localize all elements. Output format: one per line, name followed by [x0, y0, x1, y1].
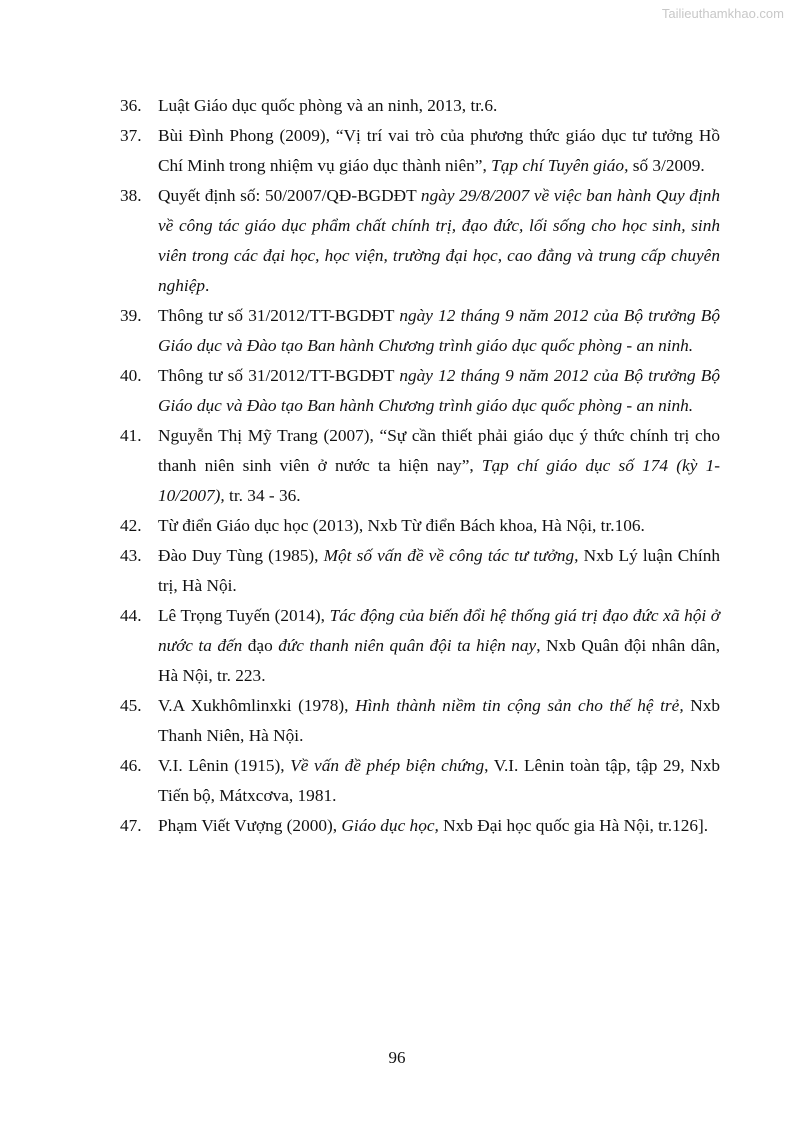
- reference-text: [158, 546, 720, 595]
- reference-title-italic: Tác động của biến đổi hệ thống giá trị đạo đức xã hội ở nước ta đến: [158, 606, 720, 655]
- reference-text: [158, 756, 720, 805]
- reference-item: [120, 361, 720, 421]
- reference-item: [120, 691, 720, 751]
- reference-item: [120, 601, 720, 691]
- reference-segment: tr. 34 - 36.: [224, 486, 301, 505]
- reference-list: [120, 91, 720, 841]
- reference-segment: đạo: [242, 636, 279, 655]
- reference-segment: Thông tư số 31/2012/TT-BGDĐT: [158, 366, 400, 385]
- reference-segment: , Nxb Quân đội nhân dân, Hà Nội, tr. 223.: [158, 636, 721, 685]
- reference-text: [158, 516, 645, 535]
- reference-item: [120, 181, 720, 301]
- reference-segment: Đào Duy Tùng (1985),: [158, 546, 324, 565]
- reference-segment: Nxb Đại học quốc gia Hà Nội, tr.126].: [438, 816, 709, 835]
- reference-segment: Nxb Lý luận Chính trị, Hà Nội.: [158, 546, 720, 595]
- page-number: 96: [388, 1048, 406, 1067]
- reference-text: [158, 126, 720, 175]
- reference-segment: V.I. Lênin (1915),: [158, 756, 291, 775]
- reference-segment: Quyết định số: 50/2007/QĐ-BGDĐT: [158, 186, 421, 205]
- reference-text: [158, 426, 720, 505]
- reference-title-italic: Tạp chí giáo dục số 174 (kỳ 1- 10/2007),: [158, 456, 720, 505]
- reference-title-italic: Tạp chí Tuyên giáo,: [491, 156, 629, 175]
- reference-title-italic: Giáo dục học,: [341, 816, 439, 835]
- reference-number: 41.: [120, 426, 142, 445]
- reference-segment: V.A Xukhômlinxki (1978),: [158, 696, 356, 715]
- reference-item: [120, 511, 720, 541]
- reference-text: [158, 816, 708, 835]
- reference-segment: số 3/2009.: [628, 156, 705, 175]
- reference-segment: Lê Trọng Tuyến (2014),: [158, 606, 330, 625]
- reference-number: 37.: [120, 126, 142, 145]
- reference-item: [120, 421, 720, 511]
- reference-text: [158, 96, 497, 115]
- reference-segment: Nxb Thanh Niên, Hà Nội.: [158, 696, 720, 745]
- reference-number: 45.: [120, 696, 142, 715]
- reference-text: [158, 696, 720, 745]
- reference-item: [120, 91, 720, 121]
- reference-segment: .: [205, 276, 210, 295]
- reference-number: 39.: [120, 306, 142, 325]
- reference-title-italic: Một số vấn đề về công tác tư tưởng,: [323, 546, 579, 565]
- reference-segment: Từ điển Giáo dục học (2013), Nxb Từ điển Bách khoa, Hà Nội, tr.106.: [158, 516, 645, 535]
- reference-segment: , V.I. Lênin toàn tập, tập 29, Nxb Tiến bộ, Mátxcơva, 1981.: [158, 756, 720, 805]
- reference-segment: Bùi Đình Phong (2009), “Vị trí vai trò của phương thức giáo dục tư tưởng Hồ Chí Minh trong nhiệm vụ giáo dục thành niên”,: [158, 126, 720, 175]
- reference-number: 40.: [120, 366, 142, 385]
- reference-title-italic: ngày 29/8/2007 về việc ban hành Quy định về công tác giáo dục phẩm chất chính trị, đạo đức, lối sống cho học sinh, sinh viên trong các đại học, học viện, trường đại học, cao đẳng và trung cấp chuyên nghiệp: [158, 186, 720, 295]
- reference-item: [120, 301, 720, 361]
- reference-title-italic: đức thanh niên quân đội ta hiện nay: [278, 636, 537, 655]
- reference-item: [120, 121, 720, 181]
- reference-title-italic: Hình thành niềm tin cộng sản cho thế hệ trẻ,: [355, 696, 684, 715]
- reference-text: [158, 306, 720, 355]
- reference-text: [158, 606, 720, 685]
- reference-title-italic: Về vấn đề phép biện chứng: [290, 756, 485, 775]
- reference-number: 47.: [120, 816, 142, 835]
- reference-segment: Phạm Viết Vượng (2000),: [158, 816, 342, 835]
- reference-item: [120, 751, 720, 811]
- reference-number: 42.: [120, 516, 142, 535]
- reference-segment: Thông tư số 31/2012/TT-BGDĐT: [158, 306, 400, 325]
- watermark: Tailieuthamkhao.com: [661, 6, 784, 21]
- reference-segment: Nguyễn Thị Mỹ Trang (2007), “Sự cần thiết phải giáo dục ý thức chính trị cho thanh niên sinh viên ở nước ta hiện nay”,: [158, 426, 720, 475]
- reference-text: [158, 366, 720, 415]
- reference-text: [158, 186, 720, 295]
- reference-title-italic: ngày 12 tháng 9 năm 2012 của Bộ trưởng Bộ Giáo dục và Đào tạo Ban hành Chương trình giáo dục quốc phòng - an ninh.: [158, 366, 720, 415]
- reference-segment: Luật Giáo dục quốc phòng và an ninh, 2013, tr.6.: [158, 96, 498, 115]
- reference-number: 36.: [120, 96, 142, 115]
- reference-item: [120, 541, 720, 601]
- reference-number: 46.: [120, 756, 142, 775]
- reference-number: 43.: [120, 546, 142, 565]
- reference-item: [120, 811, 720, 841]
- reference-number: 44.: [120, 606, 142, 625]
- reference-number: 38.: [120, 186, 142, 205]
- reference-title-italic: ngày 12 tháng 9 năm 2012 của Bộ trưởng Bộ Giáo dục và Đào tạo Ban hành Chương trình giáo dục quốc phòng - an ninh.: [158, 306, 720, 355]
